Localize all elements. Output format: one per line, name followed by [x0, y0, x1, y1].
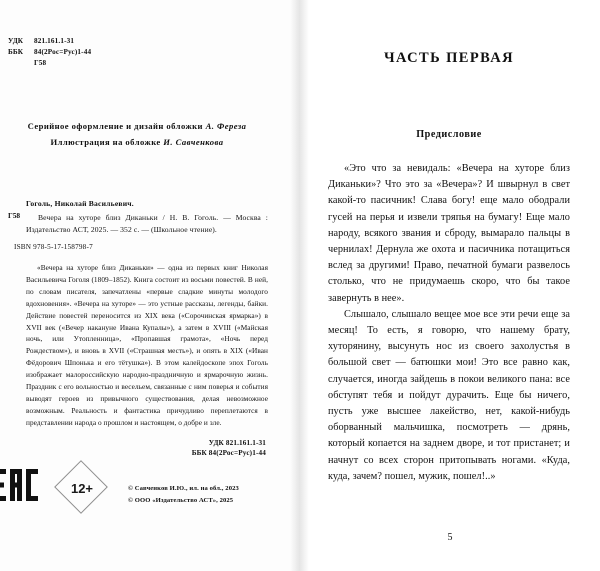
credits-line-illustration — [4, 135, 270, 151]
bbk-value-top: 84(2Рос=Рус)1-44 — [34, 48, 92, 57]
udk-label-top: УДК — [8, 37, 24, 45]
bbk-line-bottom: ББК 84(2Рос=Рус)1-44 — [191, 449, 266, 458]
udk-line-bottom: УДК 821.161.1-31 — [208, 438, 266, 447]
age-rating-label: 12+ — [70, 480, 94, 496]
credits-line-design — [4, 119, 270, 135]
bbk-label-top: ББК — [8, 48, 24, 57]
body-paragraph-1: «Это что за невидаль: «Вечера на хуторе близ Диканьки»? Что это за «Вечера»? И швырнул в свет какой-то пасичник! Слава богу! еще мало ободрали гусей на перья и извели тряпья на бумагу! Еще мало народу, всякого звания и сброду, вымарало пальцы в чернилах! Дернула же охота и пасичника потащиться вслед за другими! Право, печатной бумаги развелось столько, что не придумаешь скоро, что бы такое завернуть в нее». — [328, 163, 570, 304]
age-rating-badge — [55, 461, 109, 515]
credits-illustration-name: И. Савченкова — [163, 137, 224, 148]
book-annotation: «Вечера на хуторе близ Диканьки» — одна из первых книг Николая Васильевича Гоголя (1809–1852). Книга состоит из восьми повестей. В ней, по словам писателя, запечатлены «первые сладкие минуты молодого вдохновения». «Вечера на хуторе» — это устные рассказы, легенды, байки. Действие повестей переносится из XIX века («Сорочинская ярмарка») в XVII век («Вечер накануне Ивана Купалы»), а затем в XVIII («Майская ночь, или Утопленница», «Пропавшая грамота», «Ночь перед Рождеством»), и вновь в XVII («Страшная месть»), и опять в XIX («Иван Фёдорович Шпонька и его тётушка»). В этом калейдоскопе эпох Гоголь изображает малороссийскую народно-праздничную и ярмарочную жизнь. Праздник с его вольностью и весельем, связанные с ним поверья и события выводят героев из привычного существования, делая невозможное возможным. Реальность и фантастика причудливо переплетаются в представлении народа о прошлом и настоящем, о добре и зле. — [26, 263, 268, 427]
credits-illustration-text: Иллюстрация на обложке — [50, 137, 164, 148]
bibliographic-sigil: Г58 — [8, 211, 21, 221]
part-title: ЧАСТЬ ПЕРВАЯ — [383, 50, 515, 66]
bbk-row-top — [8, 47, 278, 58]
credits-design-name: А. Фереза — [205, 121, 247, 132]
credits-design-text: Серийное оформление и дизайн обложки — [27, 121, 206, 132]
section-title: Предисловие — [416, 129, 482, 140]
udk-bbk-block-bottom — [4, 438, 278, 460]
right-page-body — [300, 0, 600, 571]
bibliographic-record — [4, 198, 278, 236]
udk-row-top — [8, 36, 278, 47]
udk-value-top: 821.161.1-31 — [34, 37, 75, 45]
catalog-code-top: Г58 — [34, 59, 47, 68]
copyright-block — [128, 483, 239, 506]
page-number: 5 — [447, 532, 453, 543]
eac-conformity-icon — [0, 465, 40, 505]
udk-bbk-block-top — [8, 36, 278, 69]
bibliographic-author: Гоголь, Николай Васильевич. — [26, 199, 134, 209]
bibliographic-body — [26, 198, 268, 236]
cover-credits — [4, 119, 278, 151]
copyright-line-publisher: © ООО «Издательство АСТ», 2025 — [128, 496, 234, 504]
isbn-line: ISBN 978-5-17-158798-7 — [14, 243, 93, 252]
bibliographic-description: Вечера на хуторе близ Диканьки / Н. В. Гоголь. — Москва : Издательство АСТ, 2025. — 352 с. — (Школьное чтение). — [26, 212, 268, 234]
body-text — [328, 161, 570, 485]
copyright-line-illustrator: © Савченков И.Ю., ил. на обл., 2023 — [128, 485, 239, 492]
body-paragraph-2: Слышало, слышало вещее мое все эти речи еще за месяц! То есть, я говорю, что нашему брату, хуторянину, высунуть нос из своего захолустья в большой свет — батюшки мои! Это все равно как, случается, иногда зайдешь в покои великого пана: все обступят тебя и пойдут дурачить. Еще бы ничего, пусть уже высшее лакейство, нет, какой-нибудь оборванный мальчишка, посмотреть — дрянь, который копается на заднем дворе, и тот пристанет; и начнут со всех сторон притопывать ногами. «Куда, куда, зачем? пошел, мужик, пошел!..» — [328, 308, 570, 482]
marks-row — [0, 461, 288, 519]
